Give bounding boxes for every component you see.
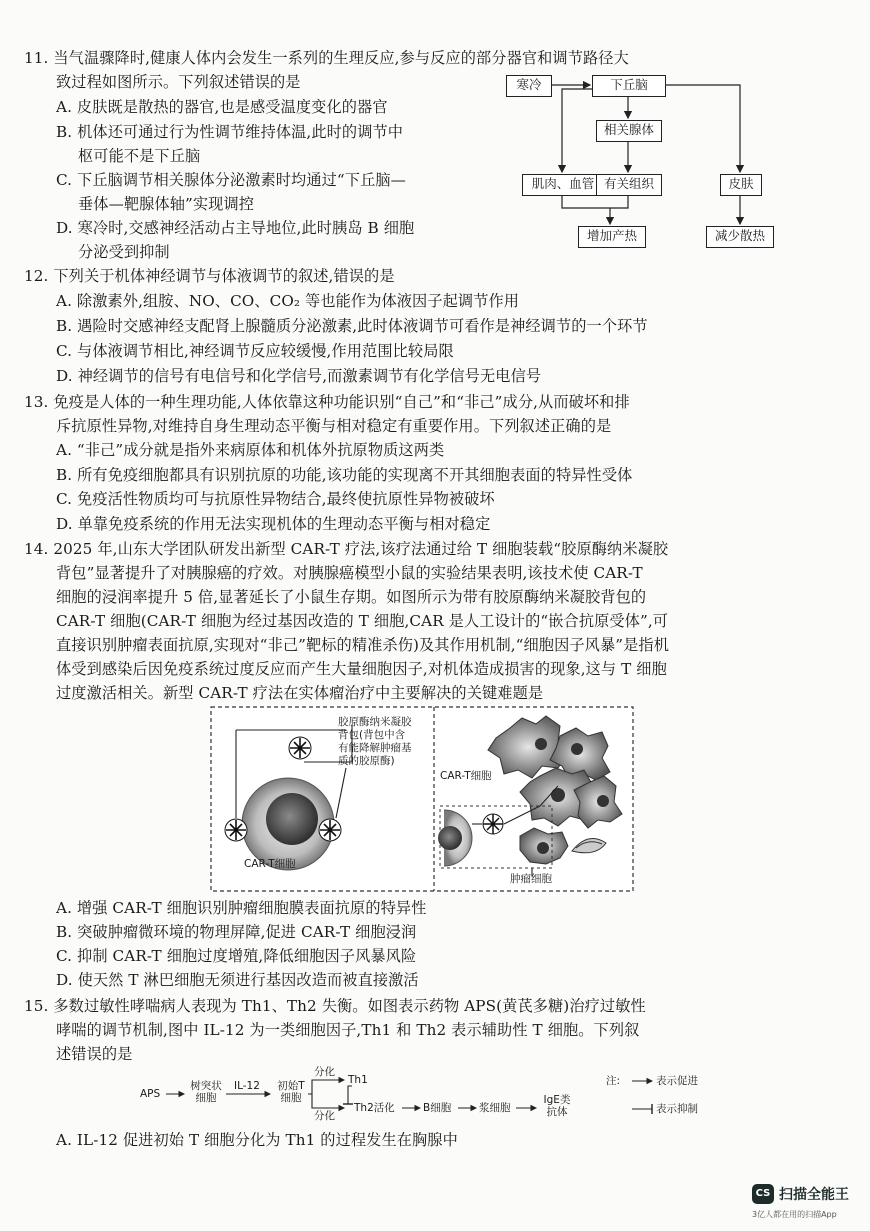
q15-node-dendritic-line1: 树突状 — [190, 1080, 222, 1092]
diagram-node-muscle: 肌肉、血管 — [522, 174, 604, 196]
q11-diagram — [504, 72, 794, 254]
q14-label-backpack-line1: 胶原酶纳米凝胶 — [338, 716, 412, 728]
q11-option-b-line1: B. 机体还可通过行为性调节维持体温,此时的调节中 — [56, 123, 404, 141]
q15-node-th2: Th2活化 — [354, 1102, 395, 1114]
scanner-tagline: 3亿人都在用的扫描App — [752, 1210, 837, 1219]
scanner-app-name: 扫描全能王 — [779, 1187, 849, 1203]
diagram-node-gland: 相关腺体 — [596, 120, 662, 142]
q15-node-ige — [540, 1094, 574, 1118]
q14-stem-line5: 直接识别肿瘤表面抗原,实现对“非己”靶标的精准杀伤)及其作用机制,“细胞因子风暴”是指机 — [56, 636, 669, 654]
q11-option-d-line2: 分泌受到抑制 — [78, 243, 170, 261]
q14-label-backpack-line2: 背包(背包中含 — [338, 729, 406, 741]
q15-node-dendritic-cell — [188, 1080, 224, 1104]
q14-stem-line2: 背包”显著提升了对胰腺癌的疗效。对胰腺癌模型小鼠的实验结果表明,该技术使 CAR-T — [56, 564, 643, 582]
scanner-logo-icon: CS — [752, 1184, 774, 1204]
q15-label-diff-up: 分化 — [314, 1066, 335, 1078]
diagram-node-tissue: 有关组织 — [596, 174, 662, 196]
q15-stem-line2: 哮喘的调节机制,图中 IL-12 为一类细胞因子,Th1 和 Th2 表示辅助性 T 细胞。下列叙 — [56, 1021, 640, 1039]
q14-label-tumor: 肿瘤细胞 — [510, 873, 552, 885]
q15-node-plasma-cell: 浆细胞 — [479, 1102, 511, 1114]
q13-option-b: B. 所有免疫细胞都具有识别抗原的功能,该功能的实现离不开其细胞表面的特异性受体 — [56, 466, 633, 484]
q11-option-b-line2: 枢可能不是下丘脑 — [78, 147, 201, 165]
q15-node-naive-line1: 初始T — [277, 1080, 305, 1092]
q12-option-b: B. 遇险时交感神经支配肾上腺髓质分泌激素,此时体液调节可看作是神经调节的一个环节 — [56, 317, 648, 335]
diagram-node-hypothalamus: 下丘脑 — [592, 75, 666, 97]
q14-label-cart-right: CAR-T细胞 — [440, 770, 492, 782]
q15-note-inhibit: 表示抑制 — [656, 1103, 698, 1115]
q15-node-ige-line1: IgE类 — [543, 1094, 571, 1106]
q15-note-promote: 表示促进 — [656, 1075, 698, 1087]
q14-figure — [210, 706, 634, 892]
q15-node-ige-line2: 抗体 — [546, 1106, 568, 1118]
diagram-node-heat-dissipation: 减少散热 — [706, 226, 774, 248]
q11-option-c-line1: C. 下丘脑调节相关腺体分泌激素时均通过“下丘脑— — [56, 171, 406, 189]
q14-stem-line1: 14. 2025 年,山东大学团队研发出新型 CAR-T 疗法,该疗法通过给 T 细胞装载“胶原酶纳米凝胶 — [24, 540, 669, 558]
q12-option-a: A. 除激素外,组胺、NO、CO、CO₂ 等也能作为体液因子起调节作用 — [56, 292, 520, 310]
q13-stem-line2: 斥抗原性异物,对维持自身生理动态平衡与相对稳定有重要作用。下列叙述正确的是 — [56, 417, 612, 435]
q15-label-diff-down: 分化 — [314, 1110, 335, 1122]
q14-option-a: A. 增强 CAR-T 细胞识别肿瘤细胞膜表面抗原的特异性 — [56, 899, 427, 917]
q15-note-title: 注: — [606, 1075, 621, 1087]
q15-diagram-arrows — [136, 1064, 726, 1126]
q11-stem-line1: 11. 当气温骤降时,健康人体内会发生一系列的生理反应,参与反应的部分器官和调节路径大 — [24, 49, 629, 67]
q15-node-th1: Th1 — [348, 1074, 368, 1086]
q15-stem-line1: 15. 多数过敏性哮喘病人表现为 Th1、Th2 失衡。如图表示药物 APS(黄芪多糖)治疗过敏性 — [24, 997, 646, 1015]
q12-stem: 12. 下列关于机体神经调节与体液调节的叙述,错误的是 — [24, 267, 395, 285]
q11-stem-line2: 致过程如图所示。下列叙述错误的是 — [56, 73, 301, 91]
q12-option-d: D. 神经调节的信号有电信号和化学信号,而激素调节有化学信号无电信号 — [56, 367, 542, 385]
diagram-node-cold: 寒冷 — [506, 75, 552, 97]
q14-label-backpack — [338, 716, 412, 768]
q14-option-d: D. 使天然 T 淋巴细胞无须进行基因改造而被直接激活 — [56, 971, 419, 989]
q13-option-a: A. “非己”成分就是指外来病原体和机体外抗原物质这两类 — [56, 441, 445, 459]
q11-option-d-line1: D. 寒冷时,交感神经活动占主导地位,此时胰岛 B 细胞 — [56, 219, 415, 237]
q13-option-d: D. 单靠免疫系统的作用无法实现机体的生理动态平衡与相对稳定 — [56, 515, 491, 533]
q14-label-backpack-line3: 有能降解肿瘤基 — [338, 742, 412, 754]
q15-node-b-cell: B细胞 — [423, 1102, 452, 1114]
q11-option-a: A. 皮肤既是散热的器官,也是感受温度变化的器官 — [56, 98, 388, 116]
q13-option-c: C. 免疫活性物质均可与抗原性异物结合,最终使抗原性异物被破坏 — [56, 490, 495, 508]
q14-option-b: B. 突破肿瘤微环境的物理屏障,促进 CAR-T 细胞浸润 — [56, 923, 417, 941]
q15-stem-line3: 述错误的是 — [56, 1045, 133, 1063]
q14-stem-line6: 体受到感染后因免疫系统过度反应而产生大量细胞因子,对机体造成损害的现象,这与 T 细胞 — [56, 660, 667, 678]
q14-stem-line4: CAR-T 细胞(CAR-T 细胞为经过基因改造的 T 细胞,CAR 是人工设计的“嵌合抗原受体”,可 — [56, 612, 669, 630]
q14-label-cart-left: CAR-T细胞 — [244, 858, 296, 870]
q13-stem-line1: 13. 免疫是人体的一种生理功能,人体依靠这种功能识别“自己”和“非己”成分,从而破坏和排 — [24, 393, 630, 411]
q11-option-c-line2: 垂体—靶腺体轴”实现调控 — [78, 195, 255, 213]
q15-diagram — [136, 1064, 726, 1126]
q14-stem-line3: 细胞的浸润率提升 5 倍,显著延长了小鼠生存期。如图所示为带有胶原酶纳米凝胶背包的 — [56, 588, 647, 606]
q15-node-dendritic-line2: 细胞 — [195, 1092, 217, 1104]
diagram-node-heat-production: 增加产热 — [578, 226, 646, 248]
q15-node-naive-line2: 细胞 — [280, 1092, 302, 1104]
q15-label-il12: IL-12 — [234, 1080, 260, 1092]
scanner-watermark — [752, 1183, 862, 1223]
q14-option-c: C. 抑制 CAR-T 细胞过度增殖,降低细胞因子风暴风险 — [56, 947, 417, 965]
diagram-node-skin: 皮肤 — [720, 174, 762, 196]
q15-option-a: A. IL-12 促进初始 T 细胞分化为 Th1 的过程发生在胸腺中 — [56, 1131, 458, 1149]
q15-node-naive-t — [274, 1080, 308, 1104]
q15-node-aps: APS — [140, 1088, 161, 1100]
q14-label-backpack-line4: 质的胶原酶) — [338, 755, 395, 767]
q14-stem-line7: 过度激活相关。新型 CAR-T 疗法在实体瘤治疗中主要解决的关键难题是 — [56, 684, 544, 702]
q12-option-c: C. 与体液调节相比,神经调节反应较缓慢,作用范围比较局限 — [56, 342, 454, 360]
